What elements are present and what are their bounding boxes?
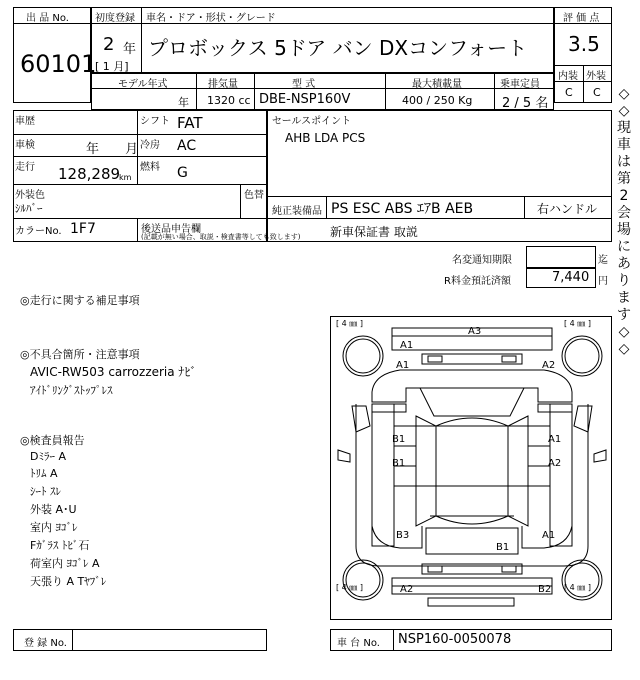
interior-label: 内装	[558, 71, 578, 82]
displacement-label: 排気量	[208, 79, 238, 90]
shift-value: FAT	[177, 114, 203, 132]
fuel-label: 燃料	[140, 162, 160, 173]
side-note-char: 2	[619, 188, 629, 204]
color-no-label: カラーNo.	[15, 226, 62, 237]
model-year-value: 年	[178, 96, 189, 109]
repaint-label: 色替	[244, 190, 264, 201]
car-diagram	[330, 316, 612, 620]
side-note-char: ◇	[618, 103, 630, 119]
interior-grade: C	[565, 86, 573, 99]
score-value: 3.5	[568, 32, 600, 56]
fuel-value: G	[177, 165, 188, 181]
recycle-unit: 円	[598, 276, 608, 287]
sales-points-label: セールスポイント	[272, 116, 352, 127]
equipment-label: 純正装備品	[272, 206, 322, 217]
ext-color-value: ｼﾙﾊﾞｰ	[15, 202, 43, 215]
lot-number: 60101	[20, 50, 97, 78]
side-note-char: に	[617, 239, 631, 255]
damage-mark: A1	[542, 530, 556, 541]
side-note-char: は	[617, 154, 631, 170]
score-label: 評 価 点	[563, 13, 600, 24]
damage-mark: B1	[392, 458, 406, 469]
chassis-value: NSP160-0050078	[398, 632, 512, 647]
max-load-label: 最大積載量	[412, 79, 462, 90]
inspector-line: ｼｰﾄ ｽﾚ	[30, 485, 61, 498]
capacity-label: 乗車定員	[500, 79, 540, 90]
side-note-char: ◇	[618, 86, 630, 102]
driving-title: ◎走行に関する補足事項	[20, 294, 140, 307]
tire-depth-tr: [ 4 ㎜ ]	[564, 319, 591, 328]
damage-mark: B2	[538, 584, 552, 595]
defects-title: ◎不具合箇所・注意事項	[20, 348, 140, 361]
side-note-char: ◇	[618, 324, 630, 340]
name-change-field	[526, 246, 596, 268]
exterior-label: 外装	[586, 71, 606, 82]
inspector-line: ﾄﾘﾑ A	[30, 467, 58, 480]
inspection-value: 年 月	[86, 142, 139, 157]
damage-mark: A1	[396, 360, 410, 371]
side-note-char: あ	[617, 256, 631, 272]
tire-depth-tl: [ 4 ㎜ ]	[336, 319, 363, 328]
damage-mark: A2	[542, 360, 556, 371]
ext-color-label: 外装色	[15, 190, 45, 201]
car-name: プロボックス 5ドア バン DXコンフォート	[148, 36, 528, 60]
max-load-value: 400 / 250 Kg	[402, 94, 473, 107]
side-note-char: 現	[617, 120, 631, 136]
first-reg-year-unit: 年	[123, 42, 137, 57]
inspector-line: 荷室内 ﾖｺﾞﾚ A	[30, 557, 100, 570]
side-note-char: 場	[617, 222, 631, 238]
side-note-char: ま	[617, 290, 631, 306]
inspector-line: 外装 A･U	[30, 503, 77, 516]
inspector-line: 室内 ﾖｺﾞﾚ	[30, 521, 78, 534]
car-name-label: 車名・ドア・形状・グレード	[146, 13, 276, 24]
side-note-char: ◇	[618, 341, 630, 357]
model-code-value: DBE-NSP160V	[259, 92, 351, 107]
post-note: (記載が無い場合、取説・検査書等しても致します)	[141, 233, 301, 241]
warranty-value: 新車保証書 取説	[330, 225, 418, 239]
displacement-value: 1320 cc	[207, 94, 251, 107]
damage-mark: A2	[548, 458, 562, 469]
mileage-value: 128,289	[58, 165, 121, 183]
damage-mark: B1	[496, 542, 510, 553]
side-note-char: す	[617, 307, 631, 323]
name-change-unit: 迄	[598, 255, 608, 266]
side-note-char: り	[617, 273, 631, 289]
reg-no-label: 登 録 No.	[24, 638, 67, 649]
damage-mark: B3	[396, 530, 410, 541]
mileage-unit: km	[119, 173, 132, 182]
first-reg-month: [ 1 月]	[95, 60, 129, 73]
color-no-value: 1F7	[70, 221, 96, 237]
inspector-line: 天張り A Tﾔﾌﾞﾚ	[30, 575, 107, 588]
first-reg-year: 2	[103, 34, 115, 55]
side-note-char: 会	[617, 205, 631, 221]
damage-mark: A1	[548, 434, 562, 445]
damage-mark: B1	[392, 434, 406, 445]
exterior-grade: C	[593, 86, 601, 99]
side-note	[612, 86, 636, 358]
inspection-label: 車検	[15, 140, 35, 151]
ac-value: AC	[177, 138, 197, 154]
sales-points-box	[267, 110, 612, 242]
steering-value: 右ハンドル	[537, 202, 598, 216]
defect-line: AVIC-RW503 carrozzeria ﾅﾋﾞ	[30, 365, 197, 379]
side-note-char: 第	[617, 171, 631, 187]
lot-label: 出 品 No.	[26, 13, 69, 24]
history-label: 車歴	[15, 116, 35, 127]
defect-line: ｱｲﾄﾞﾘﾝｸﾞｽﾄｯﾌﾟﾚｽ	[30, 384, 113, 397]
capacity-value: 2 / 5 名	[502, 96, 549, 111]
recycle-label: R料金預託済額	[444, 276, 511, 287]
sales-points-value: AHB LDA PCS	[285, 131, 366, 145]
mileage-label: 走行	[15, 162, 35, 173]
damage-mark: A1	[400, 340, 414, 351]
damage-mark: A3	[468, 326, 482, 337]
ac-label: 冷房	[140, 140, 160, 151]
model-code-label: 型 式	[292, 79, 316, 90]
damage-mark: A2	[400, 584, 414, 595]
post-label: 後送品申告欄	[141, 224, 201, 235]
inspector-line: Fｶﾞﾗｽ ﾄﾋﾞ石	[30, 539, 90, 552]
equipment-value: PS ESC ABS ｴｱB AEB	[331, 201, 474, 217]
first-reg-label: 初度登録	[95, 13, 135, 24]
tire-depth-br: [ 4 ㎜ ]	[564, 583, 591, 592]
chassis-label: 車 台 No.	[337, 638, 380, 649]
side-note-char: 車	[617, 137, 631, 153]
shift-label: シフト	[140, 116, 170, 127]
name-change-label: 名変通知期限	[452, 255, 512, 266]
model-year-label: モデル年式	[118, 79, 168, 90]
inspector-line: Dﾐﾗｰ A	[30, 450, 66, 463]
inspector-title: ◎検査員報告	[20, 434, 85, 447]
recycle-amount: 7,440	[552, 270, 590, 285]
tire-depth-bl: [ 4 ㎜ ]	[336, 583, 363, 592]
